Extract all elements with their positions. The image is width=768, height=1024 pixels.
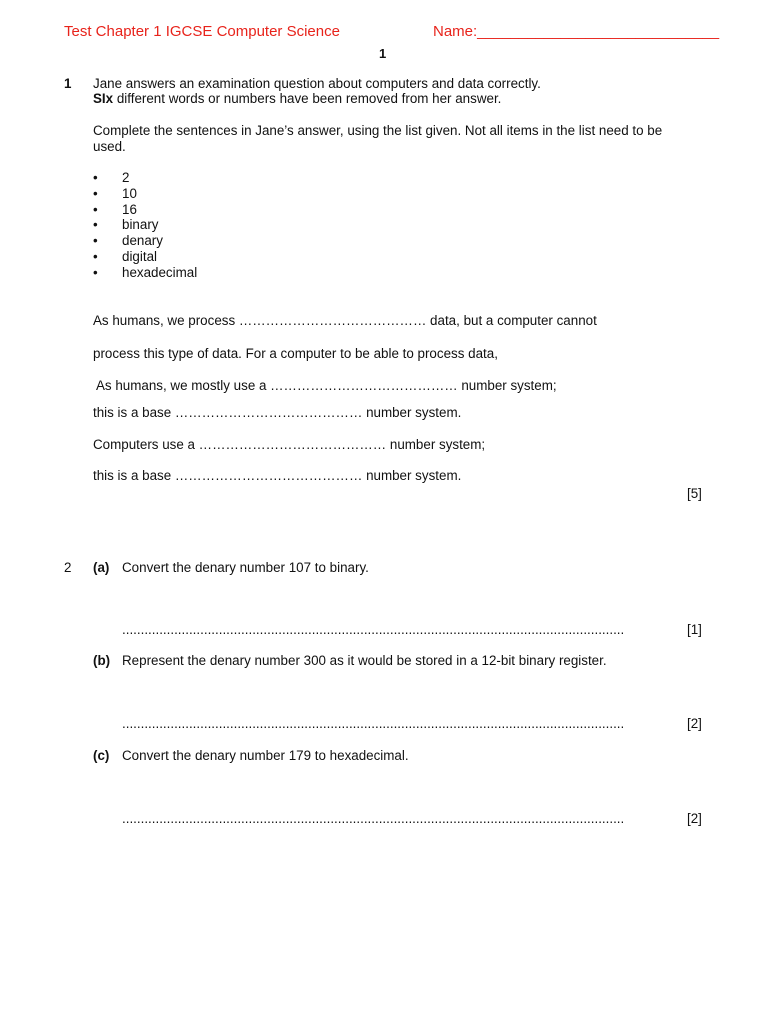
part-a-label: (a) xyxy=(93,560,110,575)
list-item: • 2 xyxy=(93,170,197,186)
list-item: • 10 xyxy=(93,186,197,202)
part-a-marks: [1] xyxy=(687,622,702,637)
list-item: • denary xyxy=(93,233,197,249)
list-item: • digital xyxy=(93,249,197,265)
answer-sentence-5: Computers use a …………………………………… number system; xyxy=(93,437,486,452)
question-1-instruction-line-2: used. xyxy=(93,139,126,154)
part-b-marks: [2] xyxy=(687,716,702,731)
part-c-text: Convert the denary number 179 to hexadecimal. xyxy=(122,748,409,763)
question-2-number: 2 xyxy=(64,560,72,575)
part-c-answer-line: ....................................................................................................................................... xyxy=(122,811,625,826)
part-c-label: (c) xyxy=(93,748,110,763)
answer-sentence-3: As humans, we mostly use a …………………………………… number system; xyxy=(96,378,557,393)
part-c-marks: [2] xyxy=(687,811,702,826)
part-b-text: Represent the denary number 300 as it would be stored in a 12-bit binary register. xyxy=(122,653,607,668)
question-1-intro-line-1: Jane answers an examination question about computers and data correctly. xyxy=(93,76,541,91)
question-1-instruction-line-1: Complete the sentences in Jane’s answer, using the list given. Not all items in the list need to be xyxy=(93,123,663,138)
part-a-answer-line: ....................................................................................................................................... xyxy=(122,622,625,637)
question-1-number: 1 xyxy=(64,76,72,91)
question-1-intro-line-2 xyxy=(93,91,501,107)
intro-line-2-rest: different words or numbers have been removed from her answer. xyxy=(113,91,502,106)
part-b-label: (b) xyxy=(93,653,111,668)
word-list xyxy=(93,170,197,281)
emphasis-word: SIx xyxy=(93,91,114,106)
list-item: • hexadecimal xyxy=(93,265,197,281)
answer-sentence-2: process this type of data. For a computer to be able to process data, xyxy=(93,346,498,361)
list-item: • 16 xyxy=(93,202,197,218)
list-item: • binary xyxy=(93,217,197,233)
answer-sentence-1: As humans, we process …………………………………… data, but a computer cannot xyxy=(93,313,597,328)
part-b-answer-line: ....................................................................................................................................... xyxy=(122,716,625,731)
question-1-marks: [5] xyxy=(687,486,702,501)
answer-sentence-4: this is a base …………………………………… number system. xyxy=(93,405,462,420)
test-title: Test Chapter 1 IGCSE Computer Science xyxy=(64,23,340,40)
part-a-text: Convert the denary number 107 to binary. xyxy=(122,560,369,575)
name-label: Name:_____________________________ xyxy=(433,23,720,40)
answer-sentence-6: this is a base …………………………………… number system. xyxy=(93,468,462,483)
page-number: 1 xyxy=(379,46,387,61)
